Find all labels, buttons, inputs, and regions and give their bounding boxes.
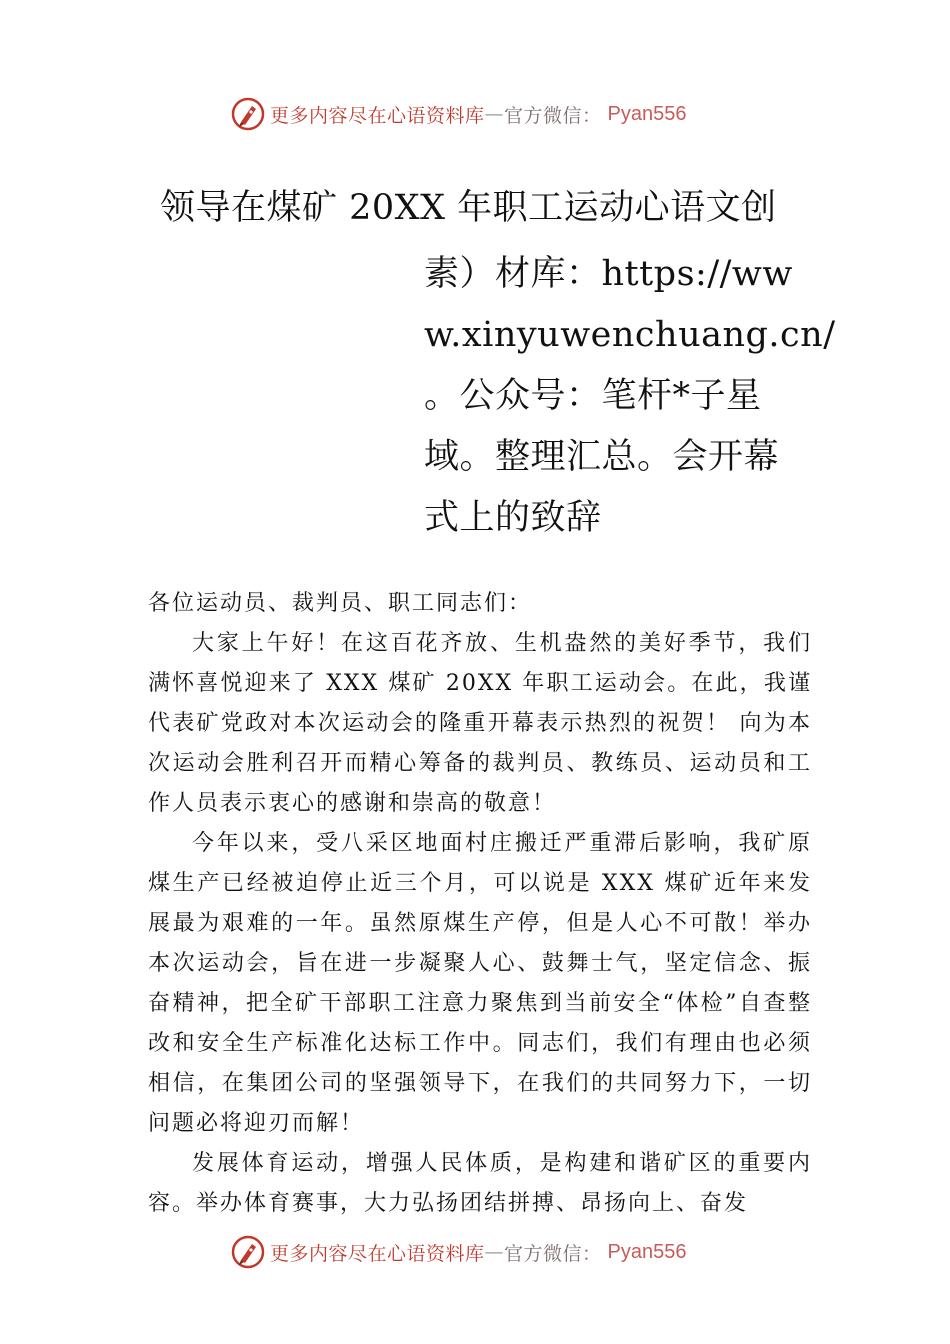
pen-nib-logo-icon — [230, 96, 266, 132]
title-line: w.xinyuwenchuang.cn/ — [424, 315, 836, 355]
banner-wechat-id: Pyan556 — [607, 102, 687, 125]
banner-main-text: 更多内容尽在心语资料库 — [270, 1242, 485, 1265]
salutation: 各位运动员、裁判员、职工同志们： — [148, 591, 533, 616]
footer-banner — [230, 1232, 687, 1272]
header-banner — [230, 94, 687, 134]
title-line: 域。整理汇总。会开幕 — [424, 437, 780, 477]
document-body — [148, 584, 812, 1224]
body-paragraph: 大家上午好！在这百花齐放、生机盎然的美好季节，我们满怀喜悦迎来了 XXX 煤矿 20XX 年职工运动会。在此，我谨代表矿党政对本次运动会的隆重开幕表示热烈的祝贺！ 向为本次运动会胜利召开而精心筹备的裁判员、教练员、运动员和工作人员表示衷心的感谢和崇高的敬意！ — [148, 631, 812, 816]
banner-separator: — — [484, 103, 505, 125]
body-paragraph: 发展体育运动，增强人民体质，是构建和谐矿区的重要内容。举办体育赛事，大力弘扬团结拼搏、昂扬向上、奋发 — [148, 1151, 812, 1216]
title-line: 式上的致辞 — [424, 498, 602, 538]
document-title-line-1: 领导在煤矿 20XX 年职工运动心语文创 — [160, 188, 777, 228]
banner-separator: — — [484, 1241, 505, 1263]
pen-nib-logo-icon — [230, 1234, 266, 1270]
document-title-continuation — [424, 244, 836, 549]
title-line: 素）材库：https://ww — [424, 254, 793, 294]
banner-main-text: 更多内容尽在心语资料库 — [270, 104, 485, 127]
title-line: 。公众号：笔杆*子星 — [424, 376, 762, 416]
body-paragraph: 今年以来，受八采区地面村庄搬迁严重滞后影响，我矿原煤生产已经被迫停止近三个月，可以说是 XXX 煤矿近年来发展最为艰难的一年。虽然原煤生产停，但是人心不可散！举办本次运动会，旨在进一步凝聚人心、鼓舞士气，坚定信念、振奋精神，把全矿干部职工注意力聚焦到当前安全“体检”自查整改和安全生产标准化达标工作中。同志们，我们有理由也必须相信，在集团公司的坚强领导下，在我们的共同努力下，一切问题必将迎刃而解！ — [148, 831, 812, 1136]
banner-wechat-label: 官方微信： — [504, 104, 602, 127]
banner-wechat-id: Pyan556 — [607, 1240, 687, 1263]
banner-wechat-label: 官方微信： — [504, 1242, 602, 1265]
